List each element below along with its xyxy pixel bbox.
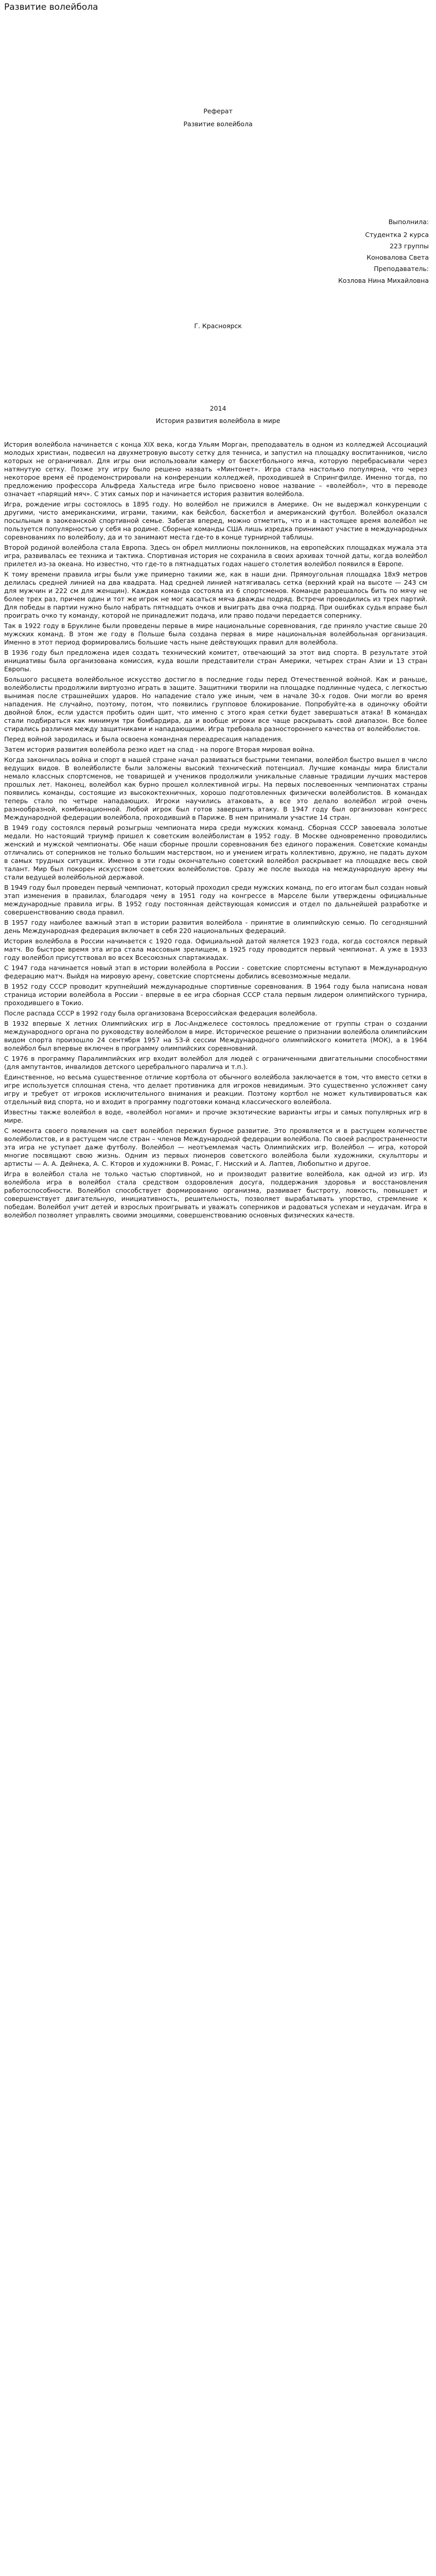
paragraph: Второй родиной волейбола стала Европа. Здесь он обрел миллионы поклонников, на европейских площадках мужала эта игра, развивалась ее техника и тактика. Спортивная история не сохранила в своих архивах точной даты, когда волейбол прилетел из-за океана. Но известно, что где-то в пятнадцатых годах нашего столетия волейбол появился в Европе. <box>4 544 427 568</box>
paragraph: Единственное, но весьма существенное отличие кортбола от обычного волейбола заключается в том, что вместо сетки в игре используется сплошная стена, что делает противника для игроков невидимым. Это существенно усложняет саму игру и требует от игроков исключительного внимания и реакции. Поэтому кортбол не может культивироваться как отдельный вид спорта, но и входит в программу подготовки команд классического волейбола. <box>4 1073 427 1106</box>
paragraph: Большого расцвета волейбольное искусство достигло в последние годы перед Отечественной войной. Как и раньше, волейболисты продолжили виртуозно играть в защите. Защитники творили на площадке подлинные чудеса, с легкостью вынимая после страшнейших ударов. Но нападение стало уже иным, чем в начале 30-х годов. Они могли во время нападения. Не случайно, поэтому, потом, что появились групповое блокирование. Попробуйте-ка в одиночку обойти двойной блок, если удастся пробить один щит, что именно с этого края сетки будет завершаться атака! В командах стали подбираться как минимум три бомбардира, да и вообще игроки все чаще раскрывать свой диапазон. Все более стирались различия между защитниками и нападающими. Игра требовала разностороннего качества от волейболистов. <box>4 675 427 733</box>
paragraph: В 1952 году СССР проводит крупнейший международные спортивные соревнования. В 1964 году была написана новая страница истории волейбола в России - впервые в ее игра сборная СССР стала первым лидером олимпийского турнира, проходившего в Токио. <box>4 982 427 1007</box>
paragraph: В 1957 году наиболее важный этап в истории развития волейбола - принятие в олимпийскую семью. По сегодняшний день Международная федерация включает в себя 220 национальных федераций. <box>4 919 427 935</box>
paragraph: Затем история развития волейбола резко идет на спад - на пороге Вторая мировая война. <box>4 745 315 753</box>
doc-type-label: Реферат <box>203 107 233 115</box>
paragraph: С 1947 года начинается новый этап в истории волейбола в России - советские спортсмены вступают в Международную федерацию матч. Выйдя на мировую арену, советские спортсмены добились всевозможные медали. <box>4 964 427 980</box>
year-label: 2014 <box>210 404 226 412</box>
paragraph: В 1949 году состоялся первый розыгрыш чемпионата мира среди мужских команд. Сборная СССР завоевала золотые медали. Но настоящий триумф пришел к советским волейболистам в 1952 году. В Москве одновременно проводились женский и мужской чемпионаты. Обе наши сборные прошли соревнования без единого поражения. Советские команды отличались от соперников не только большим мастерством, но и умением играть коллективно, дружно, не падать духом в самых трудных ситуациях. Именно в эти годы окончательно советский волейбол раскрывает на площадке весь свой талант. Мир был покорен искусством советских волейболистов. Сразу же после выхода на международную арену мы стали ведущей волейбольной державой. <box>4 824 427 881</box>
paragraph: Когда закончилась война и спорт в нашей стране начал развиваться быстрыми темпами, волейбол быстро вышел в число ведущих видов. В волейболисте были заложены высокий технический потенциал. Лучшие команды мира блистали немало классных спортсменов, не товарищей и учеников продолжили уникальные славные традиции лучших мастеров прошлых лет. Наконец, волейбол как бурно прошел коллективной игры. На первых послевоенных чемпионатах страны появились команды, состоящие из высококтехничных, хорошо подготовленных физически волейболистов. В командах теперь стало по четыре нападающих. Игроки научились атаковать, а все это делало волейбол игрой очень разнообразной, комбинационной. Любой игрок был готов завершить атаку. В 1947 году был организован конгресс Международной федерации волейбола, проходивший в Париже. В нем принимали участие 14 стран. <box>4 756 427 821</box>
paragraph: К тому времени правила игры были уже примерно такими же, как в наши дни. Прямоугольная площадка 18х9 метров делилась средней линией на два квадрата. Над средней линией натягивалась сетка (верхний край на высоте — 243 см для мужчин и 222 см для женщин). Каждая команда состояла из 6 спортсменов. Команде разрешалось бить по мячу не более трех раз, причем один и тот же игрок не мог касаться мяча дважды подряд. Встречи проводились из трех партий. Для победы в партии нужно было набрать пятнадцать очков и выиграть два очка подряд. При ошибках судья вправе был проиграть очко ту команду, которой не принадлежит подача, или право подачи передается сопернику. <box>4 570 427 619</box>
paragraph: Игра, рождение игры состоялось в 1895 году. Но волейбол не прижился в Америке. Он не выдержал конкуренции с другими, чисто американскими, играми, такими, как бейсбол, баскетбол и американский футбол. Волейбол оказался посыльным в заокеанской спортивной семье. Забегая вперед, можно отметить, что и в настоящее время волейбол не пользуется популярностью у себя на родине. Сборные команды США лишь изредка принимают участие в международных соревнованиях по волейболу, да и то занимают места где-то в конце турнирной таблицы. <box>4 500 427 541</box>
city-label: Г. Красноярск <box>194 322 242 330</box>
author-group: 223 группы <box>390 242 429 250</box>
page-title: Развитие волейбола <box>4 2 98 12</box>
paragraph: После распада СССР в 1992 году была организована Всероссийская федерация волейбола. <box>4 1009 318 1017</box>
author-name: Коновалова Света <box>367 253 429 261</box>
paragraph: В 1949 году был проведен первый чемпионат, который проходил среди мужских команд, по его итогам был создан новый этап изменения в правилах, благодаря чему в 1951 году на конгрессе в Марселе были утверждены официальные международные правила игры. В 1952 году постоянная действующая комиссия и отдел по дальнейшей разработке и совершенствованию свода правил. <box>4 884 427 916</box>
paragraph: Перед войной зародилась и была освоена командная переадресация нападения. <box>4 735 283 743</box>
paragraph: Так в 1922 году в Бруклине были проведены первые в мире национальные соревнования, где приняло участие свыше 20 мужских команд. В этом же году в Польше была создана первая в мире национальная волейбольная организация. Именно в этот период формировались большие часть ныне действующих правил для волейбола. <box>4 622 427 646</box>
article-body <box>4 440 427 1222</box>
paragraph: С момента своего появления на свет волейбол пережил бурное развитие. Это проявляется и в растущем количестве волейболистов, и в растущем числе стран – членов Международной федерации волейбола. По своей распространенности эта игра не уступает даже футболу. Волейбол — неотъемлемая часть Олимпийских игр. Волейбол — игра, которой многие посвящают свою жизнь. Одним из первых пионеров советского волейбола были художники, скульпторы и артисты — А. А. Дейнека, А. С. Кторов и художники В. Ромас, Г. Нисский и А. Лаптев, Любопытно и другое. <box>4 1127 427 1167</box>
paragraph: История волейбола в России начинается с 1920 года. Официальной датой является 1923 года, когда состоялся первый матч. Во быстрое время эта игра стала массовым зрелищем, в 1925 году проводится первый чемпионат. А уже в 1933 году волейбол присутствовал во всех Всесоюзных спартакиадах. <box>4 937 427 961</box>
author-heading: Выполнила: <box>388 218 429 226</box>
paragraph: С 1976 в программу Паралимпийских игр входит волейбол для людей с ограниченными двигательными способностями (для ампутантов, инвалидов детского церебрального паралича и т.п.). <box>4 1055 427 1071</box>
paragraph: История волейбола начинается с конца XIX века, когда Ульям Морган, преподаватель в одном из колледжей Ассоциаций молодых христиан, подвесил на двухметровую высоту сетку для тенниса, и запустил на площадку воспитанников, число которых не ограничивал. Для игры они использовали камеру от баскетбольного мяча, которую перебрасывали через натянутую сетку. Позже эту игру было решено назвать «Минтонет». Игра стала настолько популярна, что через некоторое время её продемонстрировали на конференции колледжей, проходившей в Спрингфилде. Именно тогда, по предложению профессора Альфреда Хальстеда игре было присвоено новое название – «волейбол», что в переводе означает «парящий мяч». С этих самых пор и начинается история развития волейбола. <box>4 440 427 498</box>
teacher-name: Козлова Нина Михайловна <box>338 277 429 284</box>
paragraph: В 1932 впервые Х летних Олимпийских игр в Лос-Анджелесе состоялось предложение от группы стран о создании международного органа по руководству волейболом в мире. Историческое решение о признании волейбола олимпийским видом спорта произошло 24 сентября 1957 на 53-й сессии Международного олимпийского комитета (МОК), а в 1964 волейбол был впервые включен в программу олимпийских соревнований. <box>4 1020 427 1052</box>
doc-topic: Развитие волейбола <box>183 120 253 128</box>
paragraph: В 1936 году был предложена идея создать технический комитет, отвечающий за этот вид спорта. В результате этой инициативы была организована комиссия, куда вошли представители стран Америки, четырех стран Азии и 13 стран Европы. <box>4 649 427 673</box>
author-course: Студентка 2 курса <box>365 231 429 239</box>
paragraph: Известны также волейбол в воде, «волейбол ногами» и прочие экзотические варианты игры и самых популярных игр в мире. <box>4 1108 427 1124</box>
paragraph: Игра в волейбол стала не только частью спортивной, но и производит развитие волейбола, как одной из игр. Из волейбола игра в волейбол стала средством оздоровления досуга, поддержания здоровья и восстановления работоспособности. Волейбол способствует формированию организма, развивает быстроту, ловкость, повышает и совершенствует двигательную, инициативность, решительность, позволяет вырабатывать упорство, стремление к победам. Волейбол учит детей и взрослых проигрывать и уважать соперников и радоваться успехам и неудачам. Игра в волейбол позволяет управлять своими эмоциями, совершенствованию основных физических качеств. <box>4 1170 427 1219</box>
section-heading: История развития волейбола в мире <box>155 417 281 425</box>
teacher-heading: Преподаватель: <box>374 265 429 273</box>
